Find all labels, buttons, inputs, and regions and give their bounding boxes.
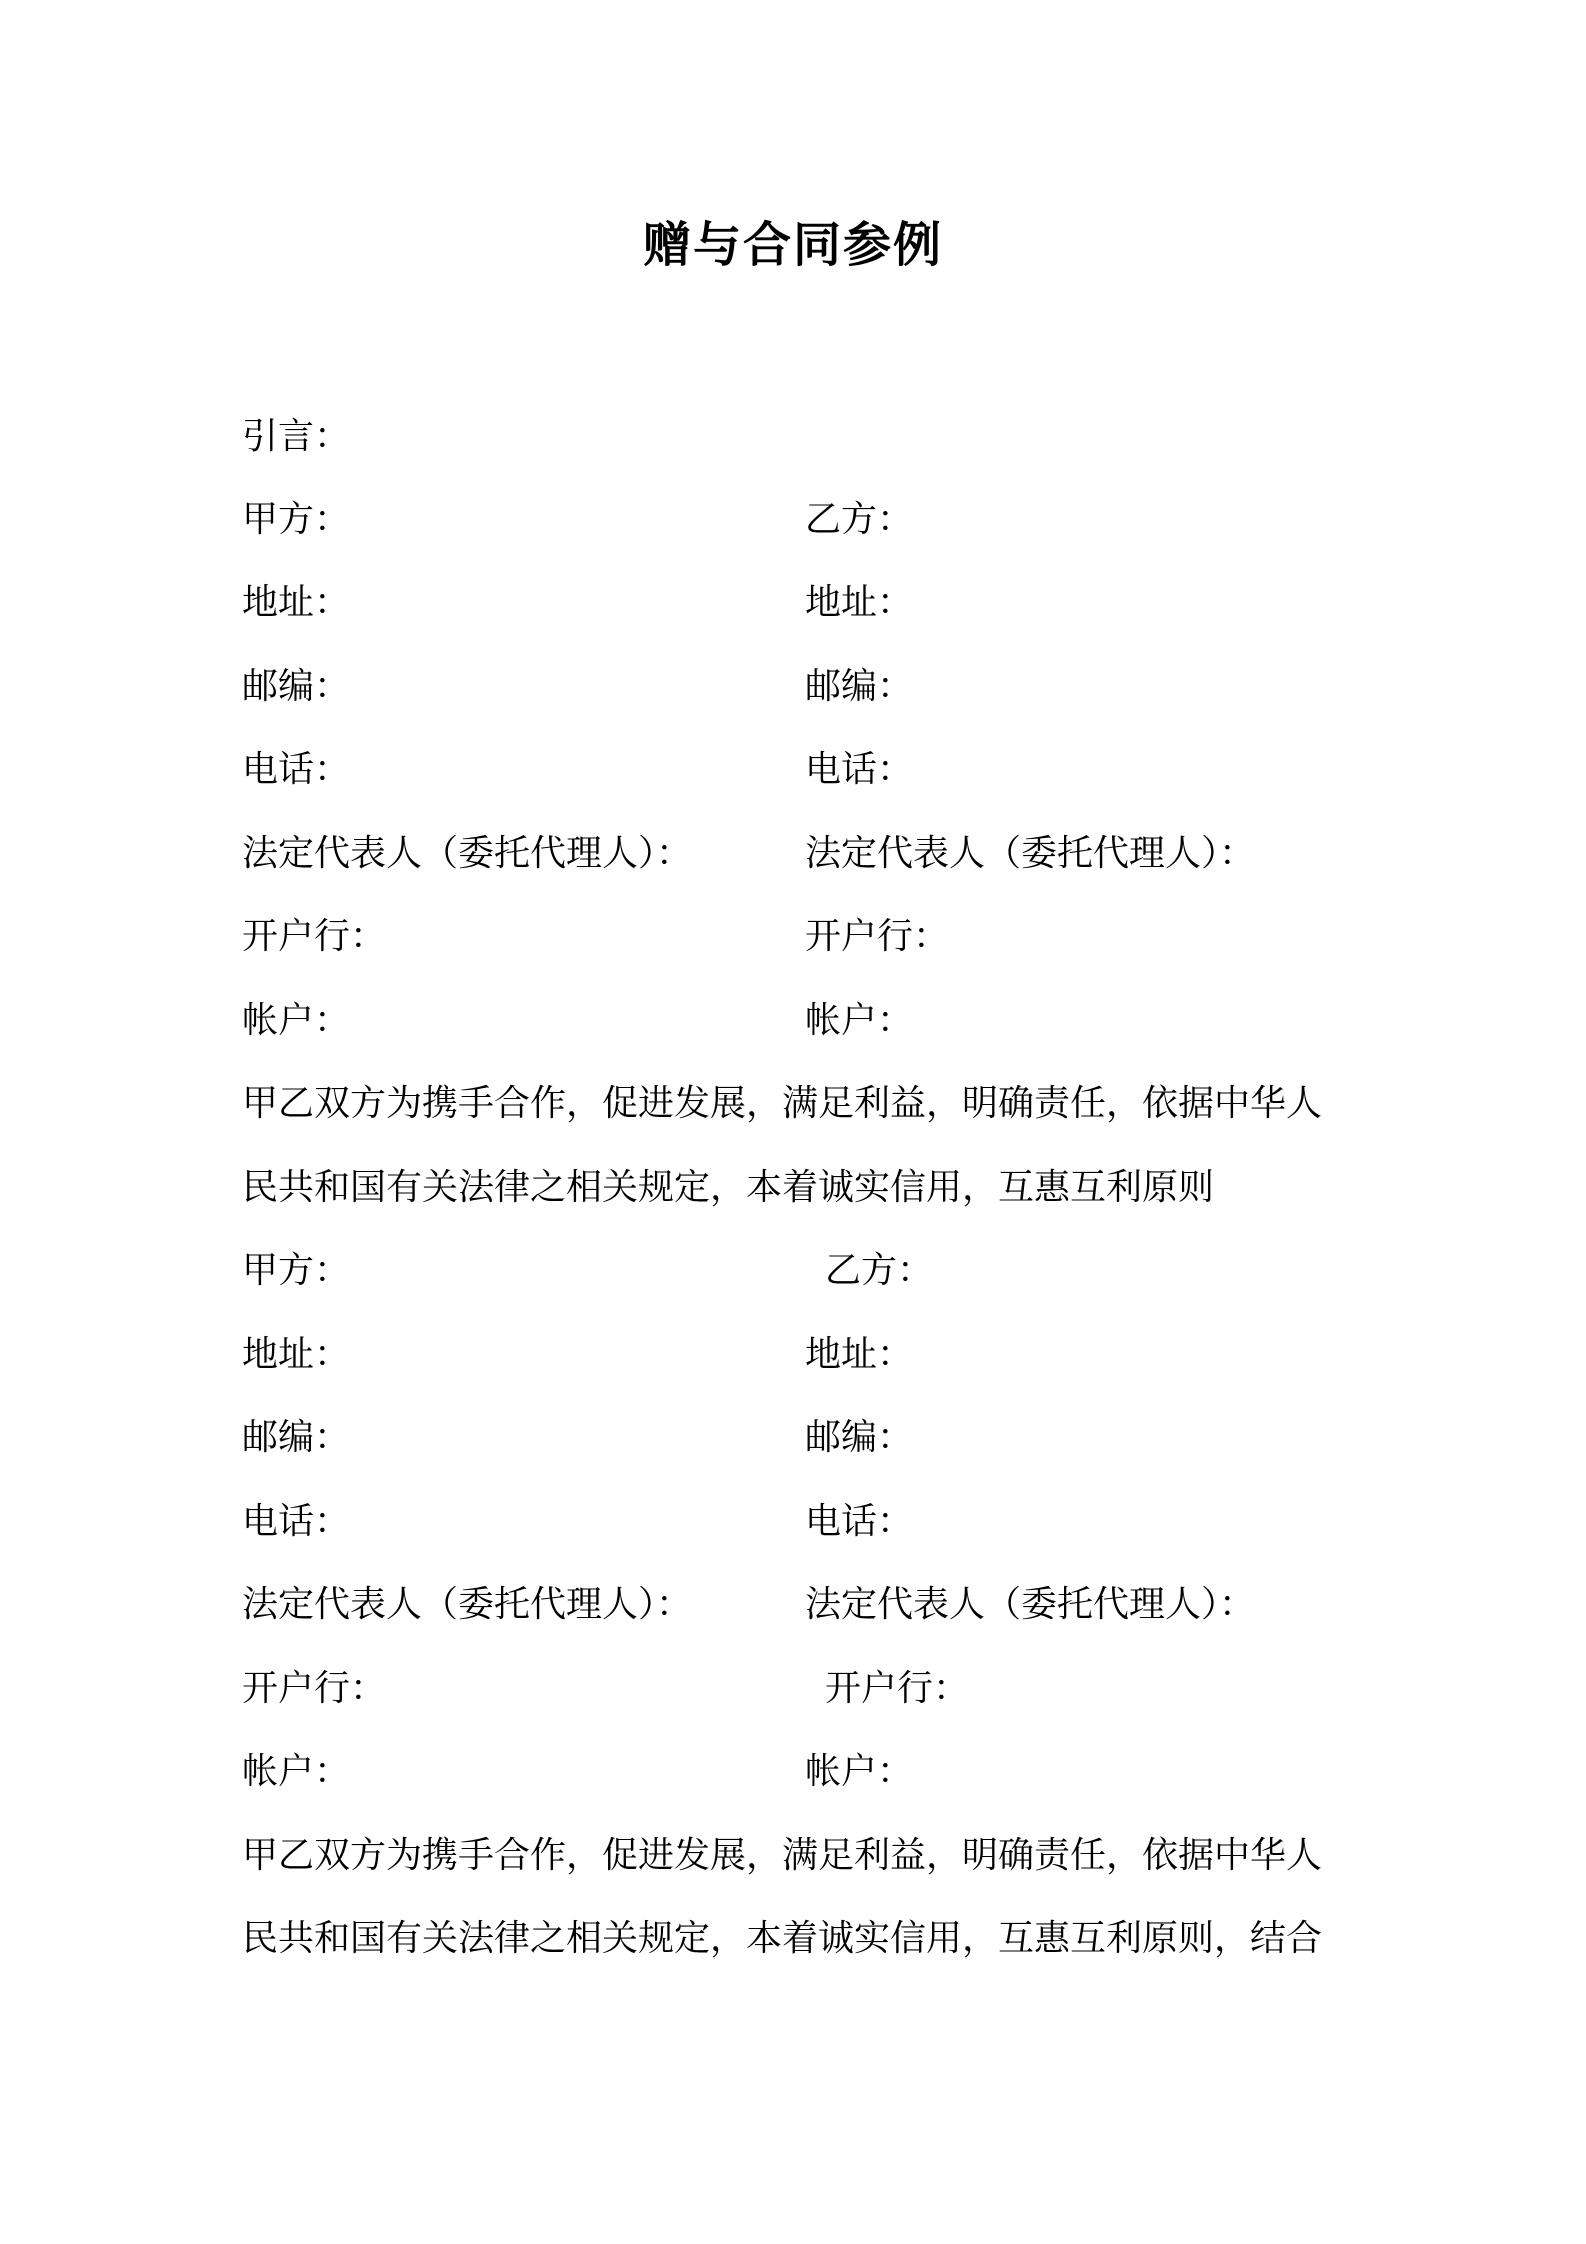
paragraph-line: 甲乙双方为携手合作，促进发展，满足利益，明确责任，依据中华人	[242, 1083, 1323, 1124]
party-b-phone: 电话：	[805, 1501, 914, 1542]
paragraph-line: 甲乙双方为携手合作，促进发展，满足利益，明确责任，依据中华人	[242, 1835, 1323, 1876]
address-row	[242, 578, 1382, 628]
party-a-representative: 法定代表人（委托代理人）：	[242, 833, 693, 874]
party-a-representative: 法定代表人（委托代理人）：	[242, 1584, 693, 1625]
intro-label: 引言：	[242, 416, 351, 457]
party-b-representative: 法定代表人（委托代理人）：	[805, 1584, 1256, 1625]
party-b-account: 帐户：	[805, 1000, 914, 1041]
postcode-row	[242, 1413, 1382, 1463]
party-a-phone: 电话：	[242, 749, 351, 790]
party-b-bank: 开户行：	[825, 1668, 970, 1709]
address-row	[242, 1330, 1382, 1380]
account-row	[242, 1747, 1382, 1797]
party-a-address: 地址：	[242, 582, 351, 623]
account-row	[242, 996, 1382, 1046]
phone-row	[242, 745, 1382, 795]
party-a-phone: 电话：	[242, 1501, 351, 1542]
party-b-representative: 法定代表人（委托代理人）：	[805, 833, 1256, 874]
party-a-bank: 开户行：	[242, 916, 387, 957]
party-b-phone: 电话：	[805, 749, 914, 790]
party-a-postcode: 邮编：	[242, 1417, 351, 1458]
party-row	[242, 495, 1382, 545]
party-a-account: 帐户：	[242, 1751, 351, 1792]
party-a-bank: 开户行：	[242, 1668, 387, 1709]
party-b-field: 乙方：	[825, 1250, 934, 1291]
party-a-postcode: 邮编：	[242, 666, 351, 707]
party-a-field: 甲方：	[242, 1250, 351, 1291]
party-b-field: 乙方：	[805, 499, 914, 540]
party-b-account: 帐户：	[805, 1751, 914, 1792]
phone-row	[242, 1497, 1382, 1547]
party-b-postcode: 邮编：	[805, 1417, 914, 1458]
party-b-postcode: 邮编：	[805, 666, 914, 707]
document-title: 赠与合同参例	[642, 217, 943, 273]
party-a-field: 甲方：	[242, 499, 351, 540]
party-b-bank: 开户行：	[805, 916, 950, 957]
paragraph-line: 民共和国有关法律之相关规定，本着诚实信用，互惠互利原则	[242, 1167, 1215, 1208]
party-b-address: 地址：	[805, 582, 914, 623]
postcode-row	[242, 662, 1382, 712]
bank-row	[242, 912, 1382, 962]
representative-row	[242, 1580, 1382, 1630]
bank-row	[242, 1664, 1382, 1714]
party-a-address: 地址：	[242, 1334, 351, 1375]
party-row	[242, 1246, 1382, 1296]
party-b-address: 地址：	[805, 1334, 914, 1375]
representative-row	[242, 829, 1382, 879]
party-a-account: 帐户：	[242, 1000, 351, 1041]
paragraph-line: 民共和国有关法律之相关规定，本着诚实信用，互惠互利原则，结合	[242, 1918, 1323, 1959]
